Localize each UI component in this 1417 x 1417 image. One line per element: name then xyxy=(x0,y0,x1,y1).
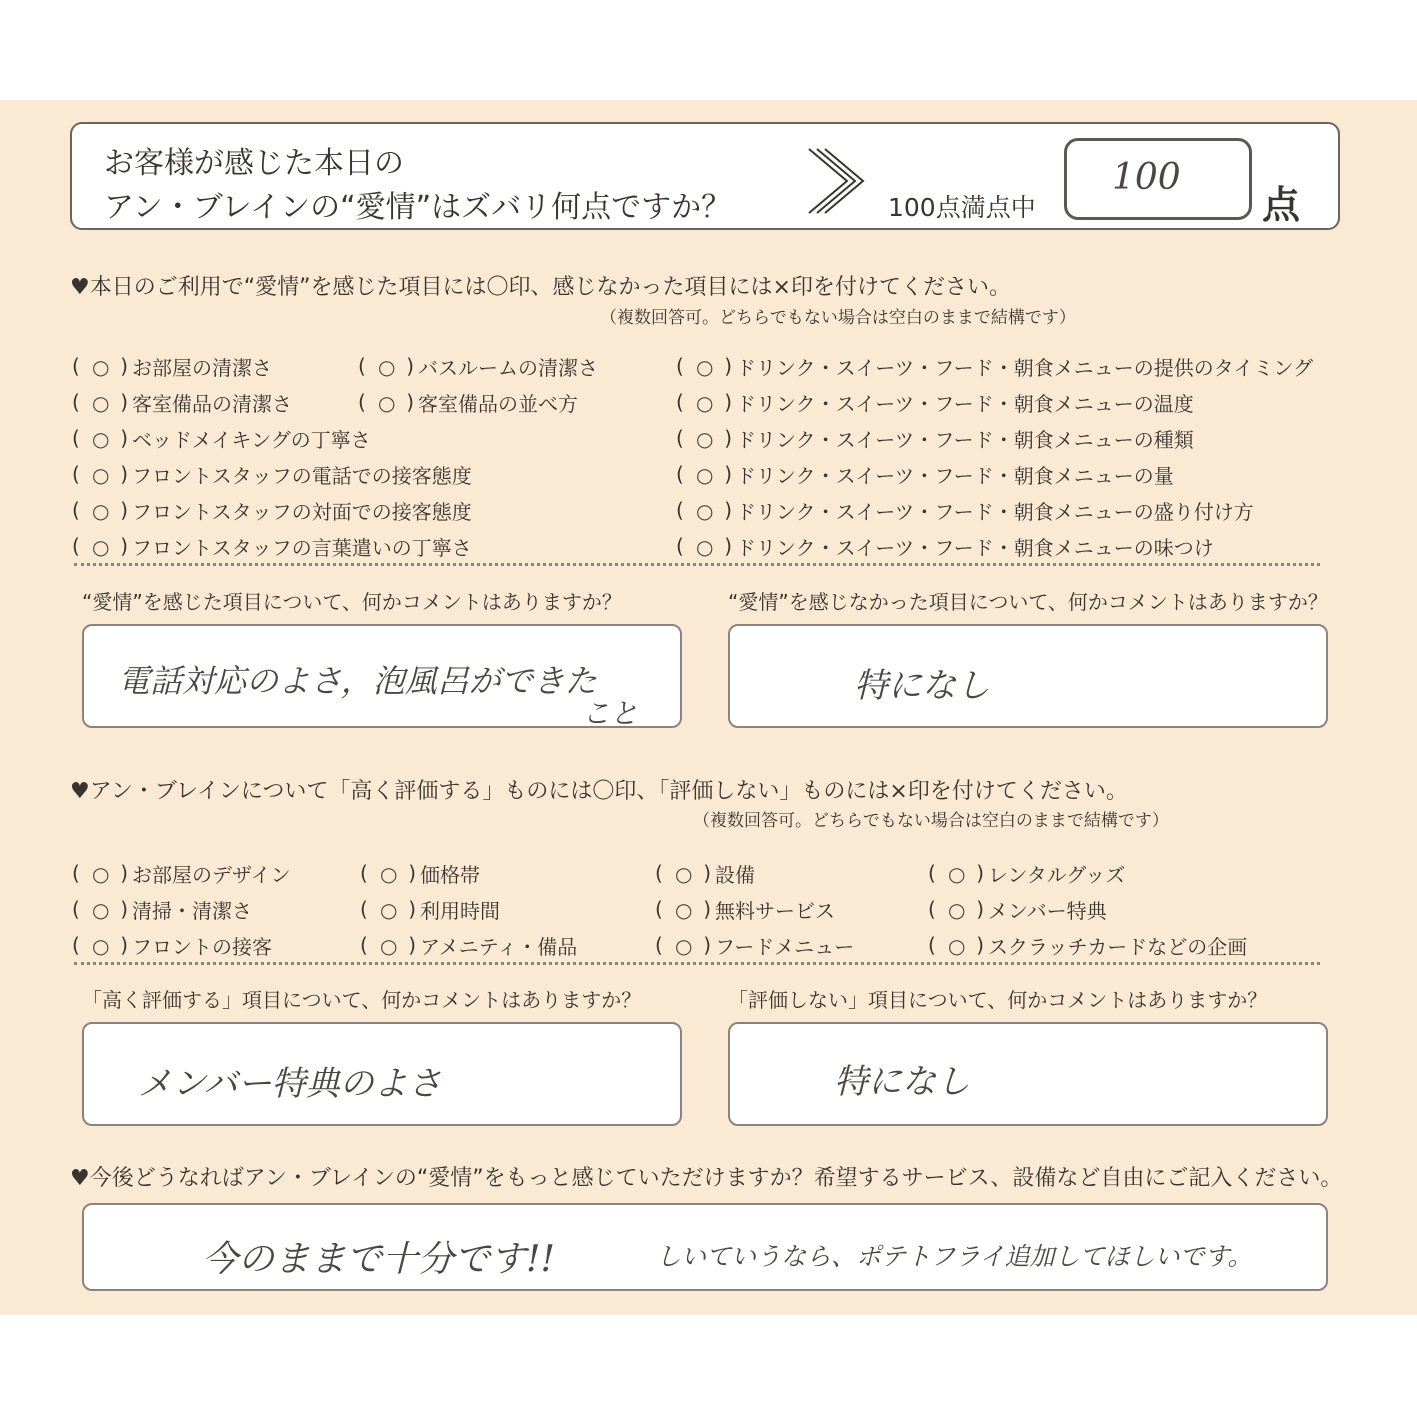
circle-mark: ○ xyxy=(92,462,110,487)
rating-item[interactable]: ( ○ ) お部屋のデザイン xyxy=(72,860,291,887)
rating-item[interactable]: ( ○ ) スクラッチカードなどの企画 xyxy=(928,932,1248,959)
free-comment-answer-sub: しいていうなら、ポテトフライ追加してほしいです。 xyxy=(656,1242,1253,1271)
circle-mark: ○ xyxy=(696,390,714,415)
circle-mark: ○ xyxy=(675,897,693,922)
circle-mark: ○ xyxy=(696,462,714,487)
positive-comment-answer-line2: こと xyxy=(582,697,639,730)
circle-mark: ○ xyxy=(92,897,110,922)
score-input[interactable] xyxy=(1064,138,1252,220)
high-rating-comment-box[interactable] xyxy=(82,1022,682,1126)
circle-mark: ○ xyxy=(380,897,398,922)
circle-mark: ○ xyxy=(380,861,398,886)
dotted-divider xyxy=(74,962,1320,965)
circle-mark: ○ xyxy=(92,354,110,379)
checklist-item[interactable]: ( ○ ) フロントスタッフの言葉遣いの丁寧さ xyxy=(72,533,472,560)
positive-comment-box[interactable] xyxy=(82,624,682,728)
circle-mark: ○ xyxy=(92,933,110,958)
circle-mark: ○ xyxy=(948,897,966,922)
circle-mark: ○ xyxy=(696,534,714,559)
checklist-item[interactable]: ( ○ ) お部屋の清潔さ xyxy=(72,353,272,380)
free-comment-box[interactable] xyxy=(82,1203,1328,1291)
score-question-line2: アン・ブレインの“愛情”はズバリ何点ですか？ xyxy=(104,190,732,225)
chevron-right-icon xyxy=(807,146,867,216)
rating-item[interactable]: ( ○ ) メンバー特典 xyxy=(928,896,1107,923)
high-rating-comment-question: 「高く評価する」項目について、何かコメントはありますか？ xyxy=(82,988,642,1012)
high-rating-comment-answer: メンバー特典のよさ xyxy=(138,1064,442,1104)
circle-mark: ○ xyxy=(675,933,693,958)
negative-comment-question: “愛情”を感じなかった項目について、何かコメントはありますか？ xyxy=(728,590,1328,614)
score-question-line1: お客様が感じた本日の xyxy=(104,146,404,181)
checklist-item[interactable]: ( ○ ) ドリンク・スイーツ・フード・朝食メニューの量 xyxy=(676,461,1174,488)
circle-mark: ○ xyxy=(948,933,966,958)
checklist-item[interactable]: ( ○ ) フロントスタッフの対面での接客態度 xyxy=(72,497,472,524)
dotted-divider xyxy=(74,563,1320,566)
low-rating-comment-question: 「評価しない」項目について、何かコメントはありますか？ xyxy=(728,988,1268,1012)
checklist-item[interactable]: ( ○ ) ドリンク・スイーツ・フード・朝食メニューの味つけ xyxy=(676,533,1214,560)
circle-mark: ○ xyxy=(92,390,110,415)
rating-item[interactable]: ( ○ ) レンタルグッズ xyxy=(928,860,1126,887)
checklist-item[interactable]: ( ○ ) ドリンク・スイーツ・フード・朝食メニューの種類 xyxy=(676,425,1194,452)
low-rating-comment-box[interactable] xyxy=(728,1022,1328,1126)
section2-heading: ♥アン・ブレインについて「高く評価する」ものには〇印、「評価しない」ものには×印を付けてください。 xyxy=(70,779,1128,804)
rating-item[interactable]: ( ○ ) 価格帯 xyxy=(360,860,480,887)
negative-comment-box[interactable] xyxy=(728,624,1328,728)
survey-sheet xyxy=(0,100,1417,1315)
circle-mark: ○ xyxy=(92,534,110,559)
circle-mark: ○ xyxy=(92,861,110,886)
checklist-item[interactable]: ( ○ ) 客室備品の清潔さ xyxy=(72,389,292,416)
circle-mark: ○ xyxy=(675,861,693,886)
checklist-item[interactable]: ( ○ ) 客室備品の並べ方 xyxy=(358,389,578,416)
score-unit: 点 xyxy=(1262,183,1301,227)
rating-item[interactable]: ( ○ ) フードメニュー xyxy=(655,932,855,959)
rating-item[interactable]: ( ○ ) 無料サービス xyxy=(655,896,835,923)
low-rating-comment-answer: 特になし xyxy=(834,1062,970,1102)
checklist-item[interactable]: ( ○ ) フロントスタッフの電話での接客態度 xyxy=(72,461,472,488)
section1-heading: ♥本日のご利用で“愛情”を感じた項目には〇印、感じなかった項目には×印を付けてください。 xyxy=(70,275,1011,300)
rating-item[interactable]: ( ○ ) フロントの接客 xyxy=(72,932,272,959)
positive-comment-answer-line1: 電話対応のよさ，泡風呂ができた xyxy=(118,662,597,700)
section1-note: （複数回答可。どちらでもない場合は空白のままで結構です） xyxy=(600,308,1076,328)
max-score-label: 100点満点中 xyxy=(888,193,1036,222)
circle-mark: ○ xyxy=(696,354,714,379)
checklist-item[interactable]: ( ○ ) ドリンク・スイーツ・フード・朝食メニューの温度 xyxy=(676,389,1194,416)
section3-heading: ♥今後どうなればアン・ブレインの“愛情”をもっと感じていただけますか？希望するサービス、設備など自由にご記入ください。 xyxy=(70,1166,1343,1191)
score-value: 100 xyxy=(1112,157,1181,198)
circle-mark: ○ xyxy=(92,498,110,523)
checklist-item[interactable]: ( ○ ) ベッドメイキングの丁寧さ xyxy=(72,425,371,452)
checklist-item[interactable]: ( ○ ) ドリンク・スイーツ・フード・朝食メニューの提供のタイミング xyxy=(676,353,1313,380)
score-header xyxy=(70,122,1340,230)
negative-comment-answer: 特になし xyxy=(854,666,990,706)
rating-item[interactable]: ( ○ ) 利用時間 xyxy=(360,896,500,923)
free-comment-answer-main: 今のままで十分です!! xyxy=(202,1239,555,1280)
rating-item[interactable]: ( ○ ) アメニティ・備品 xyxy=(360,932,578,959)
circle-mark: ○ xyxy=(380,933,398,958)
circle-mark: ○ xyxy=(92,426,110,451)
circle-mark: ○ xyxy=(378,390,396,415)
circle-mark: ○ xyxy=(696,498,714,523)
rating-item[interactable]: ( ○ ) 設備 xyxy=(655,860,755,887)
circle-mark: ○ xyxy=(696,426,714,451)
positive-comment-question: “愛情”を感じた項目について、何かコメントはありますか？ xyxy=(82,590,622,614)
checklist-item[interactable]: ( ○ ) ドリンク・スイーツ・フード・朝食メニューの盛り付け方 xyxy=(676,497,1254,524)
section2-note: （複数回答可。どちらでもない場合は空白のままで結構です） xyxy=(693,811,1169,831)
rating-item[interactable]: ( ○ ) 清掃・清潔さ xyxy=(72,896,252,923)
circle-mark: ○ xyxy=(378,354,396,379)
circle-mark: ○ xyxy=(948,861,966,886)
checklist-item[interactable]: ( ○ ) バスルームの清潔さ xyxy=(358,353,598,380)
